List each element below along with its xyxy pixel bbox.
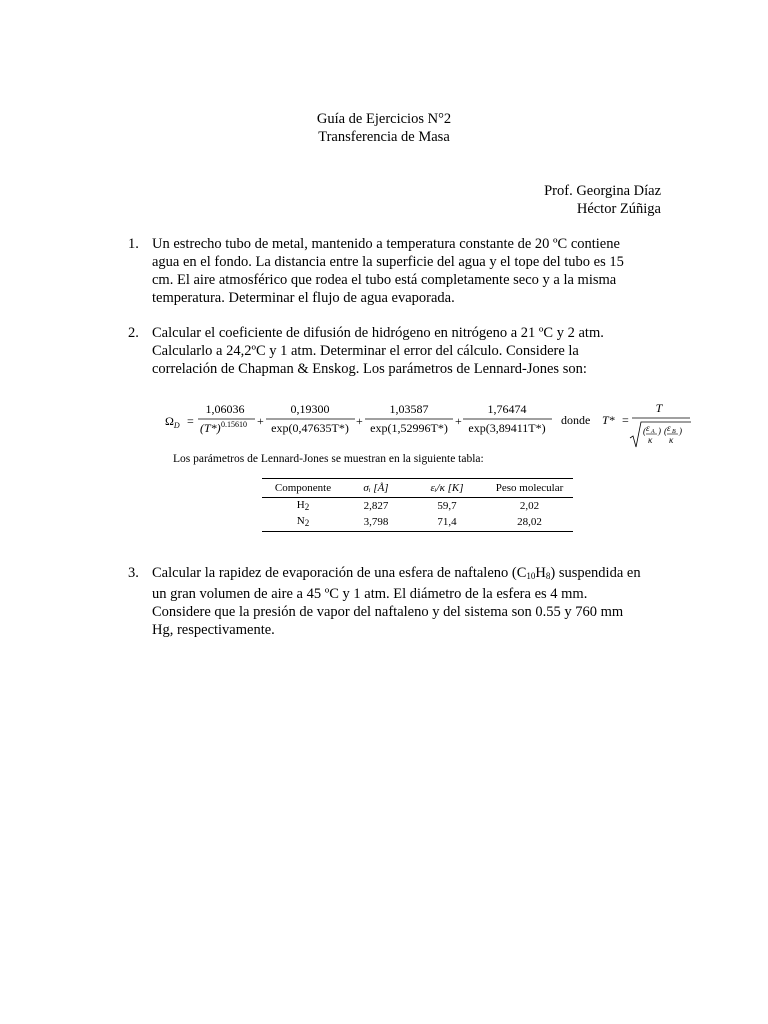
- sigma-cell: 2,827: [363, 500, 389, 512]
- svg-text:B: B: [672, 429, 676, 435]
- lennard-jones-table: [262, 478, 573, 532]
- svg-text:κ: κ: [648, 435, 653, 445]
- component-cell: $H_2$: [296, 499, 310, 512]
- problem-number: 3.: [128, 565, 139, 581]
- term1-numerator: 1,06036: [205, 402, 245, 416]
- table-header-row: [262, 479, 573, 498]
- donde-word: donde: [561, 413, 591, 427]
- problem-line: agua en el fondo. La distancia entre la superficie del agua y el tope del tubo es 15: [152, 254, 624, 270]
- table-row: [262, 498, 573, 515]
- formula-lhs: $\Omega_D$: [165, 414, 180, 430]
- term1-denominator: (T*): [200, 421, 221, 435]
- doc-title: Guía de Ejercicios N°2: [316, 111, 452, 127]
- problem-number: 1.: [128, 236, 139, 252]
- problem-line: Calcular la rapidez de evaporación de una esfera de naftaleno $(C_{10}H_8)$ suspendida en: [152, 565, 641, 581]
- paren-close: ): [658, 426, 661, 436]
- table-caption: Los parámetros de Lennard-Jones se muestran en la siguiente tabla:: [173, 453, 484, 465]
- paren-open: (: [664, 426, 667, 436]
- term4-denominator: exp(3,89411T*): [468, 421, 546, 435]
- doc-subtitle: Transferencia de Masa: [318, 129, 450, 145]
- column-header: εᵢ/κ [K]: [408, 479, 486, 498]
- problem-line: Calcular el coeficiente de difusión de hidrógeno en nitrógeno a 21 ºC y 2 atm.: [152, 325, 604, 341]
- epsilon-cell: 71,4: [408, 514, 486, 532]
- collision-integral-formula: [165, 398, 695, 450]
- svg-text:κ: κ: [669, 435, 674, 445]
- t-numerator: T: [655, 401, 663, 415]
- column-header: Peso molecular: [486, 479, 573, 498]
- problem-line: Considere que la presión de vapor del naftaleno y del sistema son 0.55 y 760 mm: [152, 604, 624, 620]
- epsilon-ratio: [643, 423, 682, 445]
- svg-text:ε: ε: [667, 423, 671, 433]
- problem-line: Calcularlo a 24,2ºC y 1 atm. Determinar el error del cálculo. Considere la: [152, 343, 579, 359]
- molecular-weight-cell: 28,02: [486, 514, 573, 532]
- table-row: [262, 514, 573, 532]
- problem-line: un gran volumen de aire a 45 ºC y 1 atm. El diámetro de la esfera es 4 mm.: [152, 586, 588, 602]
- term2-numerator: 0,19300: [290, 402, 330, 416]
- term3-numerator: 1,03587: [389, 402, 429, 416]
- column-header: σᵢ [Å]: [344, 479, 408, 498]
- equals-sign: =: [187, 414, 194, 428]
- paren-open: (: [643, 426, 646, 436]
- svg-text:ε: ε: [646, 423, 650, 433]
- author-2: Héctor Zúñiga: [576, 201, 661, 217]
- svg-text:A: A: [651, 429, 655, 435]
- problem-line: Hg, respectivamente.: [152, 622, 275, 638]
- plus-sign: +: [455, 414, 462, 428]
- problem-line: correlación de Chapman & Enskog. Los parámetros de Lennard-Jones son:: [152, 361, 587, 377]
- term1-exponent: 0.15610: [221, 420, 247, 429]
- paren-close: ): [679, 426, 682, 436]
- term2-denominator: exp(0,47635T*): [271, 421, 349, 435]
- author-1: Prof. Georgina Díaz: [544, 183, 661, 199]
- equals-sign: =: [622, 413, 629, 427]
- epsilon-cell: 59,7: [437, 500, 457, 512]
- problem-number: 2.: [128, 325, 139, 341]
- plus-sign: +: [356, 414, 363, 428]
- term4-numerator: 1,76474: [487, 402, 527, 416]
- problem-line: Un estrecho tubo de metal, mantenido a temperatura constante de 20 ºC contiene: [152, 236, 620, 252]
- problem-line: cm. El aire atmosférico que rodea el tubo está completamente seco y a la misma: [152, 272, 617, 288]
- problem-line: temperatura. Determinar el flujo de agua evaporada.: [152, 290, 455, 306]
- molecular-weight-cell: 2,02: [519, 500, 540, 512]
- component-cell: $N_2$: [262, 514, 344, 532]
- sigma-cell: 3,798: [344, 514, 408, 532]
- column-header: Componente: [262, 479, 344, 498]
- plus-sign: +: [257, 414, 264, 428]
- term3-denominator: exp(1,52996T*): [370, 421, 448, 435]
- tstar-symbol: T*: [602, 413, 615, 427]
